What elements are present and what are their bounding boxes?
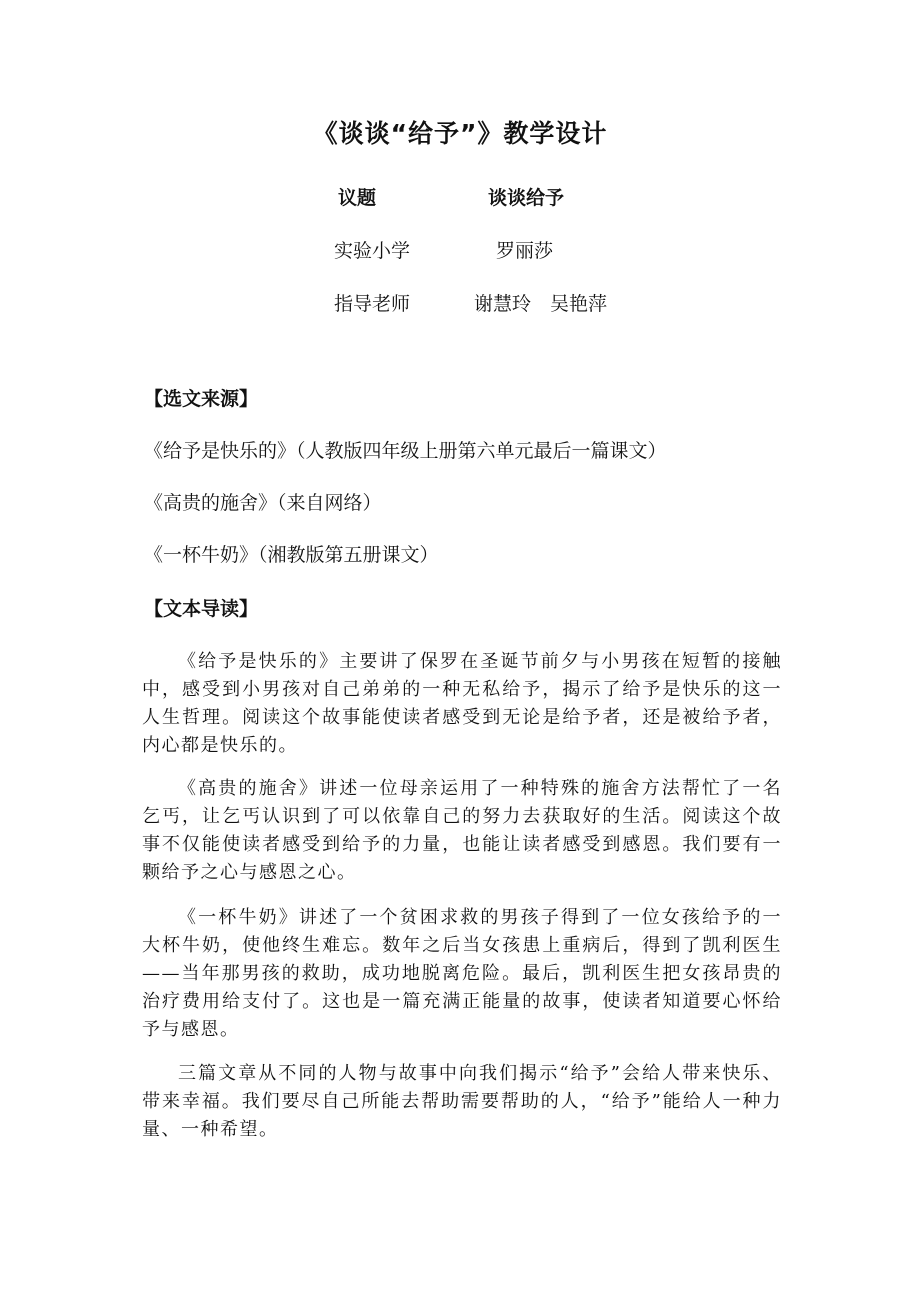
- advisor-label: 指导老师: [334, 293, 411, 315]
- source-item: 《一杯牛奶》（湘教版第五册课文）: [144, 544, 439, 566]
- source-item: 《给予是快乐的》（人教版四年级上册第六单元最后一篇课文）: [144, 440, 667, 462]
- guide-paragraph: 《高贵的施舍》讲述一位母亲运用了一种特殊的施舍方法帮忙了一名乞丐，让乞丐认识到了可以依靠自己的努力去获取好的生活。阅读这个故事不仅能使读者感受到给予的力量，也能让读者感受到感恩。我们要有一颗给予之心与感恩之心。: [142, 778, 782, 883]
- teacher-name: 罗丽莎: [496, 240, 554, 262]
- school-name: 实验小学: [334, 240, 411, 262]
- topic-value: 谈谈给予: [488, 187, 565, 209]
- guide-paragraph: 《一杯牛奶》讲述了一个贫困求救的男孩子得到了一位女孩给予的一大杯牛奶，使他终生难忘。数年之后当女孩患上重病后，得到了凯利医生——当年那男孩的救助，成功地脱离危险。最后，凯利医生把女孩昂贵的治疗费用给支付了。这也是一篇充满正能量的故事，使读者知道要心怀给予与感恩。: [142, 907, 782, 1040]
- advisor-names: 谢慧玲 吴艳萍: [474, 293, 608, 315]
- guide-heading: 【文本导读】: [144, 598, 259, 620]
- guide-paragraph: 《给予是快乐的》主要讲了保罗在圣诞节前夕与小男孩在短暂的接触中，感受到小男孩对自己弟弟的一种无私给予，揭示了给予是快乐的这一人生哲理。阅读这个故事能使读者感受到无论是给予者，还是被给予者，内心都是快乐的。: [142, 651, 782, 756]
- source-item: 《高贵的施舍》（来自网络）: [144, 492, 382, 514]
- sources-heading: 【选文来源】: [144, 388, 259, 410]
- document-title: 《谈谈“给予”》教学设计: [312, 119, 608, 148]
- guide-paragraph: 三篇文章从不同的人物与故事中向我们揭示“给予”会给人带来快乐、带来幸福。我们要尽自己所能去帮助需要帮助的人，“给予”能给人一种力量、一种希望。: [142, 1063, 782, 1140]
- topic-label: 议题: [338, 187, 377, 209]
